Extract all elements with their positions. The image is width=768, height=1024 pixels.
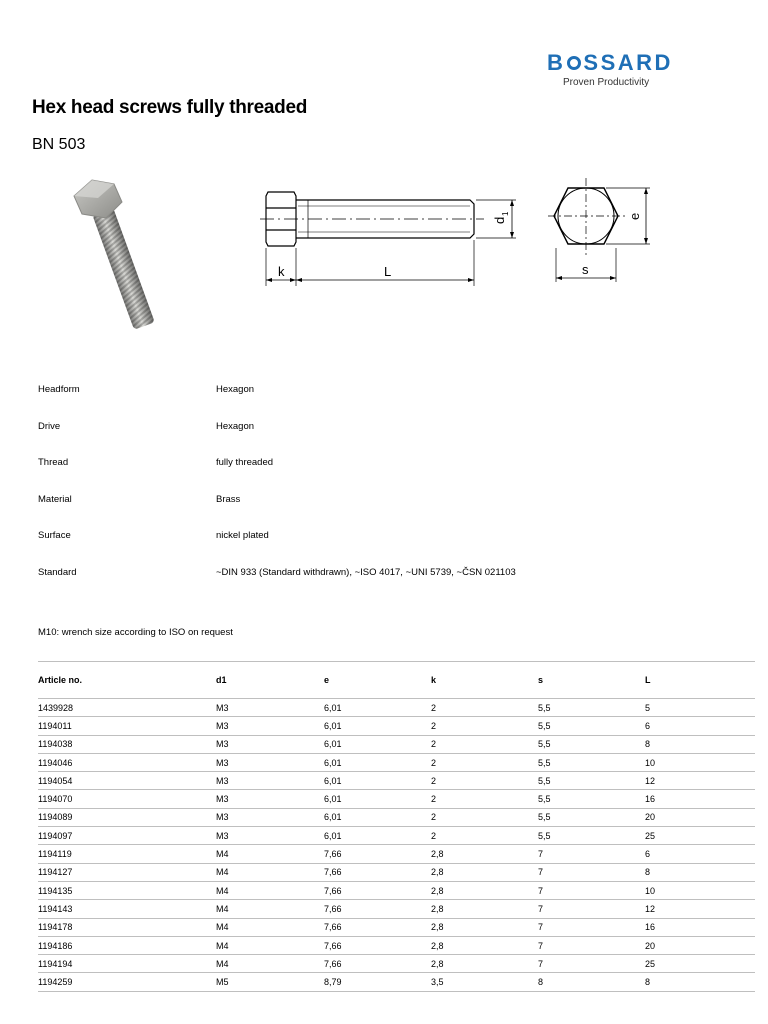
table-row	[38, 973, 755, 991]
table-row	[38, 735, 755, 753]
table-cell: 1194070	[38, 790, 216, 808]
table-cell: 2,8	[431, 863, 538, 881]
property-row-drive	[38, 409, 738, 446]
table-cell: 1194135	[38, 881, 216, 899]
table-cell: 6,01	[324, 753, 431, 771]
table-cell: M3	[216, 699, 324, 717]
table-cell: M4	[216, 936, 324, 954]
table-cell: 1194143	[38, 900, 216, 918]
table-cell: 10	[645, 881, 755, 899]
table-cell: 6,01	[324, 808, 431, 826]
table-row	[38, 955, 755, 973]
table-cell: 8	[538, 973, 645, 991]
table-cell: 5,5	[538, 699, 645, 717]
dim-label-k: k	[278, 264, 285, 279]
table-row	[38, 918, 755, 936]
property-row-surface	[38, 518, 738, 555]
table-cell: M4	[216, 863, 324, 881]
table-row	[38, 900, 755, 918]
table-cell: 1194119	[38, 845, 216, 863]
table-cell: M5	[216, 973, 324, 991]
table-cell: 8	[645, 863, 755, 881]
table-row	[38, 881, 755, 899]
table-cell: 5,5	[538, 753, 645, 771]
property-value: ~DIN 933 (Standard withdrawn), ~ISO 4017, ~UNI 5739, ~ČSN 021103	[216, 566, 516, 578]
column-header-l: L	[645, 662, 755, 699]
table-cell: 5,5	[538, 735, 645, 753]
table-cell: 5,5	[538, 808, 645, 826]
table-cell: 5	[645, 699, 755, 717]
table-cell: M3	[216, 772, 324, 790]
table-row	[38, 717, 755, 735]
table-cell: 8	[645, 973, 755, 991]
wrench-size-note: M10: wrench size according to ISO on request	[38, 627, 233, 638]
table-cell: M3	[216, 753, 324, 771]
table-cell: 10	[645, 753, 755, 771]
table-cell: 1439928	[38, 699, 216, 717]
dim-label-d-sub: 1	[501, 211, 510, 216]
table-cell: 1194194	[38, 955, 216, 973]
table-row	[38, 753, 755, 771]
table-cell: 2,8	[431, 955, 538, 973]
table-cell: 7	[538, 863, 645, 881]
property-label: Material	[38, 493, 72, 505]
property-value: Hexagon	[216, 420, 255, 432]
table-cell: 7	[538, 845, 645, 863]
table-cell: 5,5	[538, 717, 645, 735]
property-row-thread	[38, 445, 738, 482]
table-cell: 7,66	[324, 918, 431, 936]
side-view-drawing	[258, 178, 528, 288]
table-cell: 1194259	[38, 973, 216, 991]
dim-label-e: e	[627, 212, 642, 220]
table-cell: 1194127	[38, 863, 216, 881]
property-value: Hexagon	[216, 384, 255, 395]
table-cell: 2	[431, 717, 538, 735]
table-cell: 7,66	[324, 863, 431, 881]
table-cell: 25	[645, 827, 755, 845]
table-cell: 2,8	[431, 845, 538, 863]
article-table	[38, 661, 755, 992]
table-row	[38, 845, 755, 863]
column-header-s: s	[538, 662, 645, 699]
table-cell: 1194038	[38, 735, 216, 753]
table-cell: M4	[216, 918, 324, 936]
property-row-standard	[38, 555, 738, 592]
table-cell: 16	[645, 918, 755, 936]
table-cell: 8	[645, 735, 755, 753]
page-title: Hex head screws fully threaded	[32, 97, 308, 118]
logo-o-ring-icon	[567, 56, 581, 70]
table-cell: 20	[645, 936, 755, 954]
table-cell: 6,01	[324, 790, 431, 808]
table-row	[38, 827, 755, 845]
table-row	[38, 863, 755, 881]
table-cell: 2,8	[431, 918, 538, 936]
column-header-k: k	[431, 662, 538, 699]
table-row	[38, 772, 755, 790]
table-cell: 5,5	[538, 772, 645, 790]
property-label: Headform	[38, 384, 80, 395]
table-cell: 5,5	[538, 827, 645, 845]
dim-label-s: s	[582, 262, 589, 277]
column-header-d1: d1	[216, 662, 324, 699]
table-cell: M4	[216, 881, 324, 899]
table-cell: 6,01	[324, 717, 431, 735]
table-cell: 6,01	[324, 735, 431, 753]
table-row	[38, 699, 755, 717]
dim-label-l: L	[384, 264, 392, 279]
table-cell: 2,8	[431, 936, 538, 954]
bossard-logo	[547, 50, 687, 88]
table-cell: M3	[216, 790, 324, 808]
table-cell: 6	[645, 845, 755, 863]
column-header-article-no: Article no.	[38, 662, 216, 699]
table-row	[38, 790, 755, 808]
table-cell: 7	[538, 936, 645, 954]
table-cell: 6,01	[324, 699, 431, 717]
property-label: Drive	[38, 420, 61, 432]
property-row-material	[38, 482, 738, 519]
property-value: nickel plated	[216, 530, 269, 541]
table-cell: 1194178	[38, 918, 216, 936]
table-cell: 2	[431, 808, 538, 826]
logo-wordmark: B SSARD	[547, 50, 673, 75]
table-cell: 2	[431, 790, 538, 808]
table-cell: 25	[645, 955, 755, 973]
table-header-row	[38, 662, 755, 699]
table-cell: 1194054	[38, 772, 216, 790]
table-cell: 2,8	[431, 900, 538, 918]
table-cell: 1194011	[38, 717, 216, 735]
table-cell: 7,66	[324, 881, 431, 899]
table-cell: 1194046	[38, 753, 216, 771]
table-cell: 7	[538, 918, 645, 936]
table-cell: 2	[431, 753, 538, 771]
table-row	[38, 808, 755, 826]
table-cell: 6	[645, 717, 755, 735]
table-cell: 16	[645, 790, 755, 808]
table-cell: 3,5	[431, 973, 538, 991]
logo-tagline: Proven Productivity	[563, 77, 650, 88]
column-header-e: e	[324, 662, 431, 699]
table-cell: 2,8	[431, 881, 538, 899]
table-cell: M4	[216, 845, 324, 863]
table-cell: 8,79	[324, 973, 431, 991]
table-cell: M3	[216, 735, 324, 753]
table-cell: M4	[216, 900, 324, 918]
table-cell: 6,01	[324, 827, 431, 845]
dim-label-d: d	[492, 216, 507, 224]
table-cell: 7,66	[324, 845, 431, 863]
property-label: Standard	[38, 566, 77, 578]
table-cell: 2	[431, 772, 538, 790]
table-cell: M4	[216, 955, 324, 973]
table-cell: 7,66	[324, 955, 431, 973]
table-cell: 2	[431, 699, 538, 717]
table-cell: 2	[431, 735, 538, 753]
table-row	[38, 936, 755, 954]
table-cell: M3	[216, 827, 324, 845]
property-list	[38, 372, 738, 591]
screw-photo	[60, 168, 180, 338]
table-cell: 6,01	[324, 772, 431, 790]
table-cell: 7	[538, 900, 645, 918]
table-cell: 1194186	[38, 936, 216, 954]
table-cell: 7	[538, 955, 645, 973]
property-value: fully threaded	[216, 457, 274, 468]
property-label: Thread	[38, 457, 69, 468]
table-cell: 7,66	[324, 936, 431, 954]
table-cell: 12	[645, 900, 755, 918]
property-row-headform	[38, 372, 738, 409]
table-cell: 7	[538, 881, 645, 899]
table-cell: 5,5	[538, 790, 645, 808]
table-cell: 2	[431, 827, 538, 845]
table-cell: 12	[645, 772, 755, 790]
table-cell: 1194097	[38, 827, 216, 845]
property-value: Brass	[216, 493, 241, 505]
table-cell: M3	[216, 717, 324, 735]
property-label: Surface	[38, 530, 71, 541]
table-cell: 20	[645, 808, 755, 826]
product-code: BN 503	[32, 136, 86, 153]
table-cell: 1194089	[38, 808, 216, 826]
table-cell: M3	[216, 808, 324, 826]
top-view-drawing	[548, 178, 658, 288]
table-cell: 7,66	[324, 900, 431, 918]
article-table-body	[38, 699, 755, 992]
